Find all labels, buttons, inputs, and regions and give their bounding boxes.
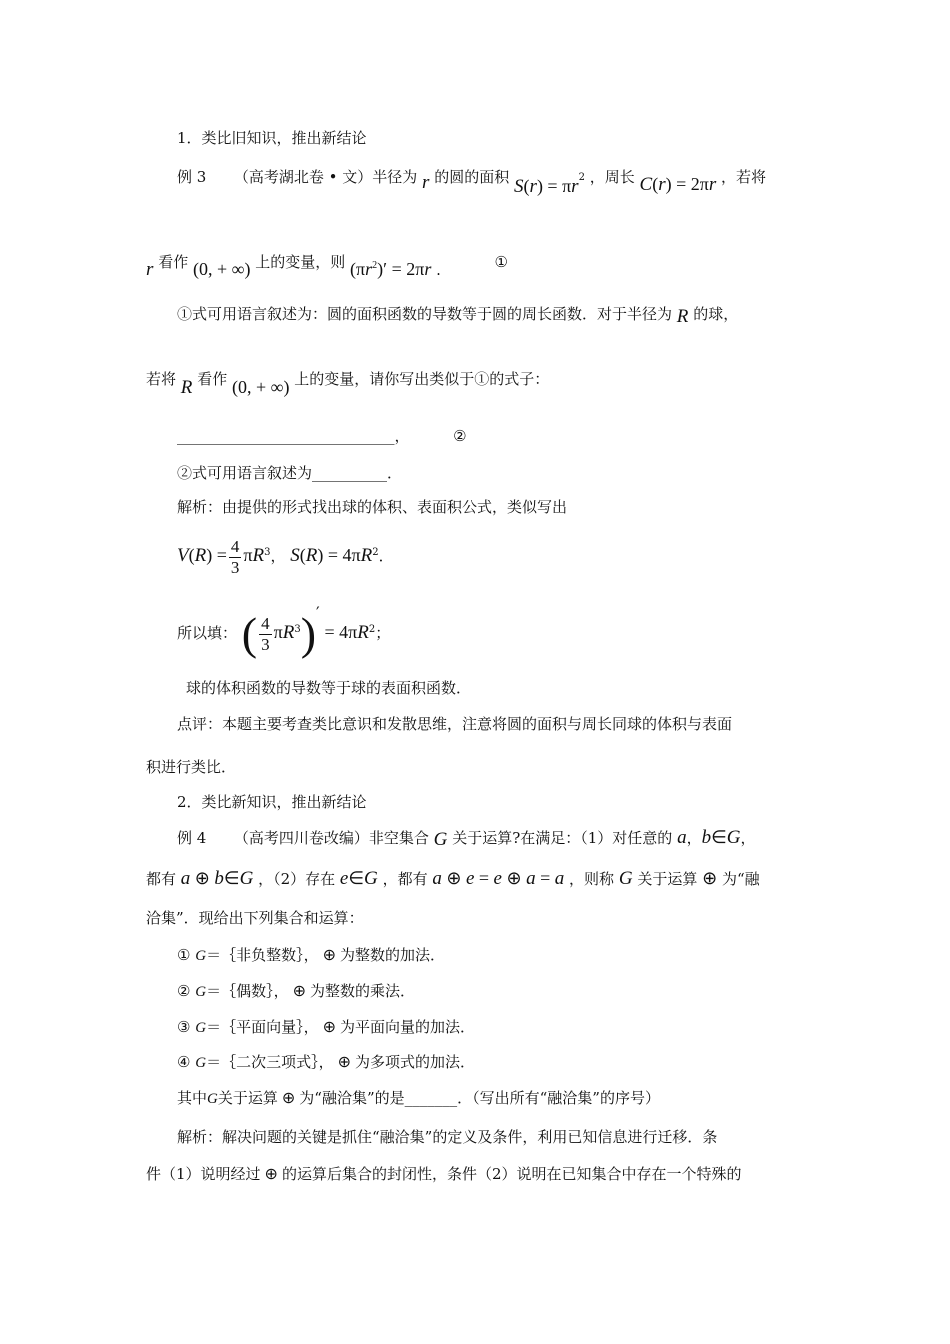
fill-answer: 所以填： ( $\frac{4}{3}$ $\pi R^3)' = 4\pi R^2$； [177,603,391,659]
sphere-formulas: V(R) = $\frac{4}{3}$ $\pi R^3$， $S(R) = 4\pi R^2$． [177,536,394,577]
comment-line-2: 积进行类比． [146,758,237,776]
analysis-2-line-1: 解析：解决问题的关键是抓住“融洽集”的定义及条件，利用已知信息进行迁移．条 [177,1128,718,1146]
example-3-line-2: r 看作 (0, + ∞) 上的变量，则 $(\pi r^2)' = 2\pi r$ . ① [146,253,508,280]
example-3-line-1: 例 3 （高考湖北卷 • 文）半径为 r 的圆的面积 $S(r) = \pi r^2$ ，周长 C(r) = 2πr ，若将 [177,168,767,197]
analysis-2-line-2: 件（1）说明经过 ⊕ 的运算后集合的封闭性，条件（2）说明在已知集合中存在一个特殊的 [146,1165,742,1183]
section-2-heading: 2．类比新知识，推出新结论 [177,793,367,811]
example-4-line-1: 例 4 （高考四川卷改编）非空集合 G 关于运算?在满足：（1）对任意的 a，b∈G， [177,827,756,850]
example-3-line-5: ②式可用语言叙述为__________． [177,464,403,482]
section-1-heading: 1．类比旧知识，推出新结论 [177,129,367,147]
conclusion: 球的体积函数的导数等于球的表面积函数． [186,679,472,697]
list-item: ② G＝｛偶数｝， ⊕ 为整数的乘法． [177,982,415,1000]
list-item: ① G＝｛非负整数｝， ⊕ 为整数的加法． [177,946,445,964]
circumference-formula: C [639,174,653,195]
example-4-line-3: 洽集”．现给出下列集合和运算： [146,909,364,927]
area-formula: S [514,176,524,197]
derivative-formula: $(\pi r^2)' = 2\pi r$ [350,259,432,279]
example-3-line-3: ①式可用语言叙述为：圆的面积函数的导数等于圆的周长函数．对于半径为 R 的球， [177,305,739,327]
list-item: ④ G＝｛二次三项式｝， ⊕ 为多项式的加法． [177,1053,475,1071]
comment-line-1: 点评：本题主要考查类比意识和发散思维，注意将圆的面积与周长同球的体积与表面 [177,715,733,733]
interval: (0, + ∞) [192,259,251,279]
list-item: ③ G＝｛平面向量｝， ⊕ 为平面向量的加法． [177,1018,475,1036]
example-3-line-4: 若将 R 看作 (0, + ∞) 上的变量，请你写出类似于①的式子： [146,370,550,398]
example-4-line-2: 都有 a ⊕ b∈G ，（2）存在 e∈G ，都有 a ⊕ e = e ⊕ a = a ，则称 G 关于运算 ⊕ 为“融 [146,868,760,889]
analysis-line: 解析：由提供的形式找出球的体积、表面积公式，类似写出 [177,498,568,516]
marker-1: ① [494,253,508,271]
marker-2: ② [453,427,467,445]
answer-blank[interactable]: _____________________________， [177,427,410,445]
question-line: 其中G关于运算 ⊕ 为“融洽集”的是_______．（写出所有“融洽集”的序号） [177,1089,660,1107]
answer-blank-line [177,425,467,447]
